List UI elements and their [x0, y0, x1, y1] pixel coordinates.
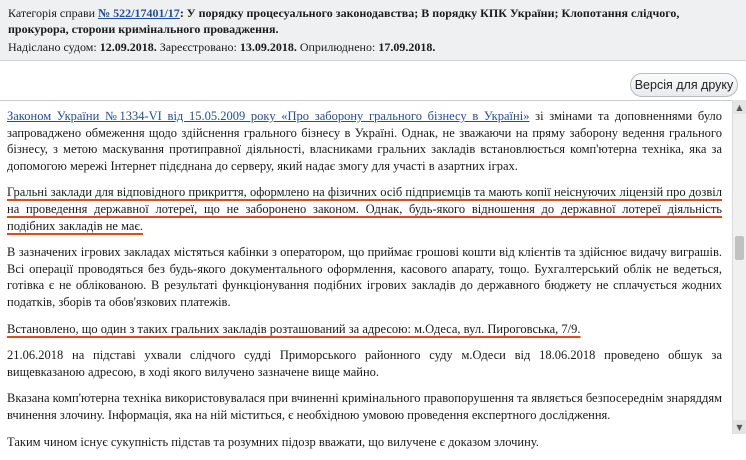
category-label: Категорія справи: [8, 6, 96, 20]
registered-label: Зареєстровано:: [159, 40, 237, 54]
case-number-link[interactable]: № 522/17401/17: [98, 6, 180, 20]
published-label: Оприлюднено:: [299, 40, 376, 54]
case-dates-line: [8, 39, 738, 55]
scroll-down-arrow-icon[interactable]: ▼: [733, 420, 746, 434]
paragraph-3: В зазначених ігрових закладах містяться кабінки з оператором, що приймає грошові кошти від клієнтів та здійснює видачу виграшів. Всі операції проводяться без будь-якого документального оформлення, касового апарату, тощо. Бухгалтерський облік не ведеться, готівка є не облікованою. В результаті функціонування подібних ігрових закладів до державного бюджету не сплачується жодних податків, зборів та обов'язкових платежів.: [7, 245, 722, 309]
published-date: 17.09.2018.: [378, 40, 436, 54]
sent-label: Надіслано судом:: [8, 40, 97, 54]
document-text: [7, 108, 722, 460]
paragraph-4: [7, 321, 722, 338]
case-category-line: [8, 5, 738, 37]
paragraph-7: Таким чином існує сукупність підстав та розумних підозр вважати, що вилучене є доказом злочину.: [7, 434, 539, 449]
vertical-scrollbar[interactable]: [732, 100, 746, 434]
paragraph-2: [7, 184, 722, 234]
registered-date: 13.09.2018.: [239, 40, 297, 54]
highlighted-text-2: Гральні заклади для відповідного прикриття, оформлено на фізичних осіб підприємців та мають копії неіснуючих ліцензій про дозвіл на проведення державної лотереї, що не заборонено законом. Однак, будь-якого відношення до державної лотереї діяльність подібних закладів не має.: [7, 185, 722, 233]
paragraph-6: Вказана комп'ютерна техніка використовувалася при вчиненні кримінального правопорушення та являється безпосереднім знаряддям вчинення злочину. Інформація, яка на ній міститься, є необхідною умовою проведення експертного дослідження.: [7, 391, 722, 422]
paragraph-1-text: зі змінами та доповненнями було запроваджено обмеження щодо здійснення грального бізнесу в Україні. Однак, не зважаючи на пряму заборону ведення грального бізнесу, з метою маскування протиправної діяльності, власниками гральних закладів встановлюється комп'ютерна техніка, яка за допомогою мережі Інтернет підєднана до серверу, який надає змогу для участі в азартних іграх.: [7, 109, 723, 173]
scroll-up-arrow-icon[interactable]: ▲: [733, 100, 746, 114]
sent-date: 12.09.2018.: [99, 40, 157, 54]
paragraph-1: [7, 108, 722, 174]
document-body: [0, 100, 746, 449]
case-meta-panel: [0, 0, 746, 61]
paragraph-5: 21.06.2018 на підставі ухвали слідчого судді Приморського районного суду м.Одеси від 18.06.2018 проведено обшук за вищевказаною адресою, в ході якого вилучено зазначене вище майно.: [7, 348, 722, 379]
highlighted-text-4: Встановлено, що один з таких гральних закладів розташований за адресою: м.Одеса, вул. Пироговська, 7/9.: [7, 321, 581, 336]
law-link[interactable]: Законом України №1334-VI від 15.05.2009 року «Про заборону грального бізнесу в Україні»: [7, 109, 530, 123]
scroll-thumb[interactable]: [735, 236, 744, 260]
category-text: : У порядку процесуального законодавства; В порядку КПК України; Клопотання слідчого, прокурора, сторони кримінального провадження.: [8, 6, 680, 36]
print-version-button[interactable]: Версія для друку: [630, 73, 738, 97]
